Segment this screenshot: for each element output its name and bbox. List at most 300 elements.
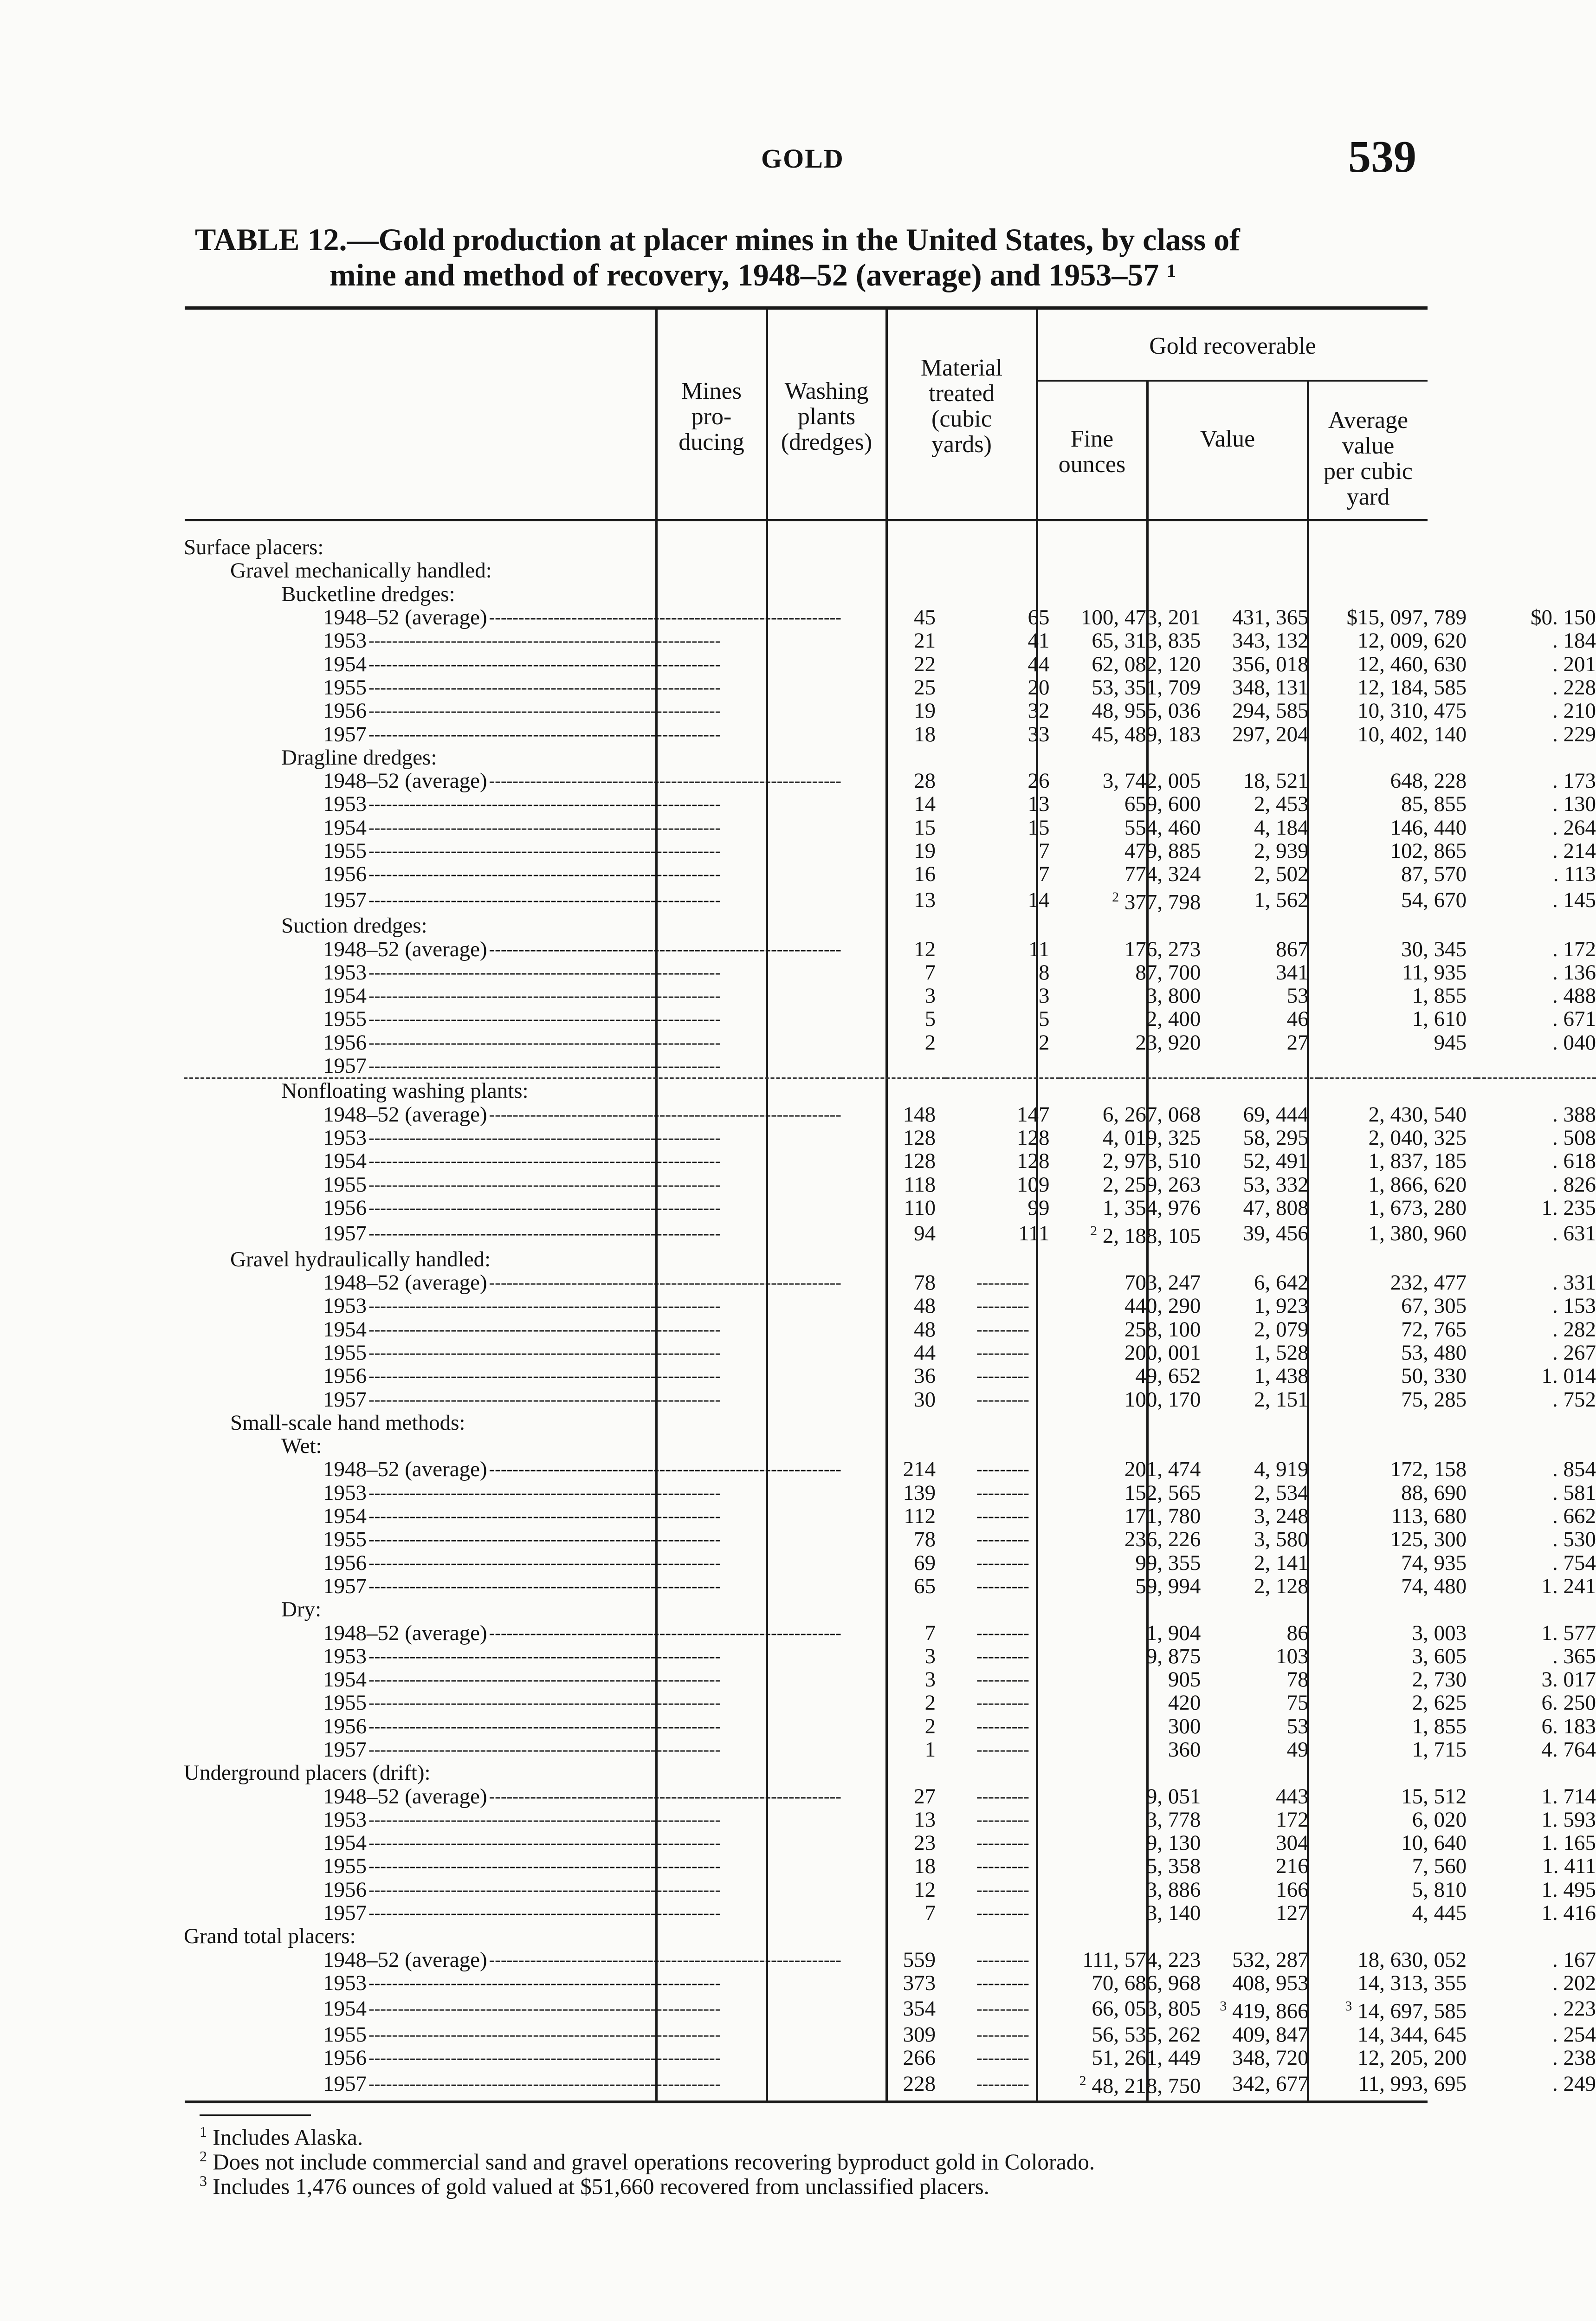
footnote-text: Includes Alaska. bbox=[213, 2124, 363, 2150]
cell-value: 1. 165 bbox=[1541, 1831, 1596, 1855]
leader-dots: ------------------------------------------------------------ bbox=[489, 608, 841, 628]
cell-value: 1, 610 bbox=[1412, 1007, 1467, 1031]
cell-mines bbox=[841, 1715, 946, 1738]
cell-mines bbox=[841, 1126, 946, 1149]
cell-value: --------- bbox=[976, 1273, 1029, 1293]
cell-material bbox=[1060, 792, 1211, 816]
cell-ounces bbox=[1211, 914, 1318, 937]
cell-value: 11, 993, 695 bbox=[1358, 2071, 1467, 2096]
cell-value: 1. 241 bbox=[1541, 1574, 1596, 1598]
cell-value: 14, 313, 355 bbox=[1357, 1971, 1467, 1995]
cell-plants bbox=[946, 1196, 1060, 1219]
row-label-text: 1953 bbox=[323, 1644, 367, 1668]
cell-value: 109 bbox=[1016, 1173, 1050, 1196]
row-label-text: 1957 bbox=[323, 1574, 367, 1598]
cell-value bbox=[1319, 1173, 1477, 1196]
cell-mines bbox=[841, 1341, 946, 1364]
cell-value bbox=[1319, 1007, 1477, 1031]
row-label bbox=[184, 1948, 841, 1971]
cell-value: 19 bbox=[914, 839, 936, 863]
cell-value: 1. 577 bbox=[1541, 1621, 1596, 1645]
cell-avg bbox=[1477, 1387, 1596, 1411]
table-row bbox=[184, 1901, 1596, 1925]
footnote-rule bbox=[200, 2114, 311, 2116]
cell-avg bbox=[1477, 1878, 1596, 1901]
leader-dots: ------------------------------------------------------------ bbox=[489, 1786, 841, 1806]
cell-value: 1. 416 bbox=[1541, 1901, 1596, 1925]
cell-value: . 267 bbox=[1552, 1341, 1596, 1365]
cell-value: . 249 bbox=[1552, 2071, 1596, 2096]
table-row bbox=[184, 1504, 1596, 1528]
row-label bbox=[184, 1031, 841, 1054]
cell-plants bbox=[946, 1126, 1060, 1149]
cell-ounces bbox=[1211, 1504, 1318, 1528]
cell-mines bbox=[841, 1434, 946, 1458]
table-row bbox=[184, 1668, 1596, 1691]
cell-material bbox=[1060, 769, 1211, 792]
table-row bbox=[184, 1784, 1596, 1808]
cell-avg bbox=[1477, 1364, 1596, 1387]
cell-plants bbox=[946, 1738, 1060, 1761]
cell-value bbox=[1319, 1341, 1477, 1364]
cell-value bbox=[1319, 914, 1477, 937]
cell-material bbox=[1060, 1901, 1211, 1925]
cell-value: 152, 565 bbox=[1124, 1481, 1201, 1504]
cell-value: 28 bbox=[914, 769, 936, 793]
footnote-3 bbox=[200, 2168, 989, 2199]
cell-value: 4, 445 bbox=[1412, 1901, 1467, 1925]
row-label-text: 1948–52 (average) bbox=[323, 937, 487, 961]
cell-plants bbox=[946, 722, 1060, 746]
cell-value: 13 bbox=[914, 1808, 936, 1832]
row-label bbox=[184, 886, 841, 914]
cell-plants bbox=[946, 1808, 1060, 1831]
table-row bbox=[184, 1173, 1596, 1196]
cell-mines bbox=[841, 1031, 946, 1054]
cell-plants bbox=[946, 1149, 1060, 1173]
row-label bbox=[184, 2023, 841, 2046]
cell-material bbox=[1060, 1668, 1211, 1691]
row-label bbox=[184, 722, 841, 746]
header-line: pro- bbox=[691, 403, 732, 430]
cell-avg bbox=[1477, 1645, 1596, 1668]
cell-value: 127 bbox=[1276, 1901, 1309, 1925]
cell-plants bbox=[946, 1219, 1060, 1248]
cell-avg bbox=[1477, 583, 1596, 606]
row-label bbox=[184, 914, 841, 937]
cell-value: . 223 bbox=[1552, 1997, 1596, 2021]
cell-value: 3 bbox=[1038, 984, 1050, 1008]
cell-value: --------- bbox=[976, 1716, 1029, 1736]
cell-mines bbox=[841, 1173, 946, 1196]
row-label bbox=[184, 1054, 841, 1078]
cell-value: --------- bbox=[976, 1342, 1029, 1362]
cell-value: 2, 534 bbox=[1254, 1481, 1309, 1504]
cell-value: 4, 019, 325 bbox=[1102, 1126, 1201, 1150]
cell-material bbox=[1060, 1808, 1211, 1831]
cell-ounces bbox=[1211, 1948, 1318, 1971]
cell-material bbox=[1060, 1458, 1211, 1481]
cell-material bbox=[1060, 606, 1211, 629]
cell-material bbox=[1060, 1645, 1211, 1668]
table-row bbox=[184, 1598, 1596, 1621]
cell-value bbox=[1319, 676, 1477, 699]
cell-mines bbox=[841, 1668, 946, 1691]
header-gold-recoverable: Gold recoverable bbox=[1149, 333, 1316, 359]
row-label-text: Nonfloating washing plants: bbox=[281, 1079, 529, 1103]
table-row bbox=[184, 1808, 1596, 1831]
cell-ounces bbox=[1211, 1196, 1318, 1219]
cell-ounces bbox=[1211, 1364, 1318, 1387]
row-label bbox=[184, 676, 841, 699]
header-average-value bbox=[1309, 408, 1428, 510]
cell-avg bbox=[1477, 914, 1596, 937]
table-row bbox=[184, 2069, 1596, 2098]
cell-avg bbox=[1477, 1481, 1596, 1504]
cell-ounces bbox=[1211, 1645, 1318, 1668]
cell-value: 1, 354, 976 bbox=[1102, 1196, 1201, 1219]
cell-mines bbox=[841, 792, 946, 816]
cell-value: 11, 935 bbox=[1402, 960, 1467, 984]
cell-material bbox=[1060, 1925, 1211, 1948]
cell-value: 200, 001 bbox=[1124, 1341, 1201, 1365]
cell-value: 128 bbox=[1016, 1149, 1050, 1173]
cell-value: 2 bbox=[1038, 1031, 1050, 1054]
cell-value bbox=[1319, 1808, 1477, 1831]
cell-material bbox=[1060, 2046, 1211, 2069]
cell-value: 78 bbox=[914, 1271, 936, 1295]
cell-value: --------- bbox=[976, 1646, 1029, 1666]
cell-avg bbox=[1477, 1901, 1596, 1925]
cell-value: 648, 228 bbox=[1390, 769, 1467, 793]
leader-dots: ------------------------------------------------------------ bbox=[368, 2024, 721, 2044]
leader-dots: ------------------------------------------------------------ bbox=[368, 1174, 721, 1194]
table-row bbox=[184, 886, 1596, 914]
cell-ounces bbox=[1211, 937, 1318, 960]
table-row bbox=[184, 1645, 1596, 1668]
cell-value: 66, 053, 805 bbox=[1092, 1997, 1201, 2021]
cell-value bbox=[1319, 536, 1477, 559]
cell-material bbox=[1060, 629, 1211, 652]
leader-dots: ------------------------------------------------------------ bbox=[368, 1032, 721, 1052]
cell-value: --------- bbox=[976, 1670, 1029, 1690]
cell-avg bbox=[1477, 1808, 1596, 1831]
row-label bbox=[184, 536, 841, 559]
cell-value: 1, 438 bbox=[1254, 1364, 1309, 1388]
cell-material bbox=[1060, 676, 1211, 699]
cell-value: 201, 474 bbox=[1124, 1458, 1201, 1481]
cell-value: 373 bbox=[903, 1971, 936, 1995]
cell-value: 5, 358 bbox=[1146, 1854, 1201, 1878]
cell-ounces bbox=[1211, 699, 1318, 722]
header-line: value bbox=[1342, 433, 1395, 459]
cell-value bbox=[1319, 1761, 1477, 1784]
table-row bbox=[184, 722, 1596, 746]
cell-avg bbox=[1477, 1715, 1596, 1738]
cell-plants bbox=[946, 792, 1060, 816]
placer-production-table bbox=[184, 536, 1596, 2098]
cell-avg bbox=[1477, 961, 1596, 984]
leader-dots: ------------------------------------------------------------ bbox=[368, 1999, 721, 2019]
cell-value: 146, 440 bbox=[1390, 816, 1467, 839]
header-line: Material bbox=[920, 355, 1003, 381]
row-label bbox=[184, 1971, 841, 1995]
cell-value: --------- bbox=[976, 1833, 1029, 1853]
cell-avg bbox=[1477, 722, 1596, 746]
cell-plants bbox=[946, 1248, 1060, 1271]
leader-dots: ------------------------------------------------------------ bbox=[368, 962, 721, 982]
cell-value: 12, 205, 200 bbox=[1357, 2046, 1467, 2070]
cell-value: 431, 365 bbox=[1232, 605, 1309, 629]
cell-material bbox=[1060, 2069, 1211, 2098]
cell-value: 14 bbox=[1027, 888, 1050, 912]
cell-mines bbox=[841, 746, 946, 769]
cell-plants bbox=[946, 1645, 1060, 1668]
row-label-text: 1948–52 (average) bbox=[323, 1948, 487, 1971]
cell-material bbox=[1060, 1196, 1211, 1219]
cell-ounces bbox=[1211, 1248, 1318, 1271]
cell-plants bbox=[946, 2046, 1060, 2069]
table-row bbox=[184, 769, 1596, 792]
caption-line-2: mine and method of recovery, 1948–52 (average) and 1953–57 ¹ bbox=[330, 257, 1176, 292]
cell-avg bbox=[1477, 1318, 1596, 1341]
leader-dots: ------------------------------------------------------------ bbox=[368, 1483, 721, 1503]
cell-value: 52, 491 bbox=[1243, 1149, 1309, 1173]
table-row bbox=[184, 1831, 1596, 1854]
cell-value: 3. 017 bbox=[1541, 1667, 1596, 1692]
cell-material bbox=[1060, 1528, 1211, 1551]
cell-material bbox=[1060, 1031, 1211, 1054]
table-caption bbox=[195, 222, 1429, 292]
row-label-text: 1955 bbox=[323, 675, 367, 700]
cell-ounces bbox=[1211, 1318, 1318, 1341]
cell-value: 27 bbox=[1286, 1031, 1309, 1054]
footnote-text: Does not include commercial sand and gravel operations recovering byproduct gold in Colorado. bbox=[213, 2149, 1095, 2175]
leader-dots: ------------------------------------------------------------ bbox=[489, 1459, 841, 1479]
cell-mines bbox=[841, 559, 946, 582]
cell-material bbox=[1060, 1575, 1211, 1598]
cell-value: 297, 204 bbox=[1232, 722, 1309, 746]
cell-value: 100, 473, 201 bbox=[1080, 605, 1201, 629]
cell-mines bbox=[841, 1901, 946, 1925]
cell-value: 48 bbox=[914, 1317, 936, 1341]
cell-value bbox=[1319, 2023, 1477, 2046]
leader-dots: ------------------------------------------------------------ bbox=[489, 1623, 841, 1643]
row-label bbox=[184, 862, 841, 886]
cell-ounces bbox=[1211, 1925, 1318, 1948]
cell-plants bbox=[946, 1173, 1060, 1196]
row-label bbox=[184, 1248, 841, 1271]
cell-value: 78 bbox=[914, 1528, 936, 1551]
cell-value: 6. 183 bbox=[1541, 1714, 1596, 1738]
cell-plants bbox=[946, 984, 1060, 1007]
cell-plants bbox=[946, 1668, 1060, 1691]
row-label bbox=[184, 1126, 841, 1149]
row-label-text: 1956 bbox=[323, 1031, 367, 1054]
cell-material bbox=[1060, 984, 1211, 1007]
table-row bbox=[184, 1551, 1596, 1574]
cell-plants bbox=[946, 1691, 1060, 1714]
table-row bbox=[184, 1621, 1596, 1644]
cell-value: 16 bbox=[914, 862, 936, 886]
cell-value bbox=[1319, 816, 1477, 839]
row-label-text: 1954 bbox=[323, 1997, 367, 2021]
table-row bbox=[184, 1031, 1596, 1054]
cell-avg bbox=[1477, 1995, 1596, 2023]
row-label bbox=[184, 1551, 841, 1574]
leader-dots: ------------------------------------------------------------ bbox=[368, 1809, 721, 1829]
cell-value: 13 bbox=[914, 888, 936, 912]
cell-ounces bbox=[1211, 1007, 1318, 1031]
table-row bbox=[184, 1219, 1596, 1248]
cell-value: --------- bbox=[976, 1530, 1029, 1549]
cell-ounces bbox=[1211, 1901, 1318, 1925]
cell-ounces bbox=[1211, 816, 1318, 839]
footnote-ref: 3 bbox=[1345, 1998, 1352, 2014]
cell-value: 58, 295 bbox=[1243, 1126, 1309, 1150]
header-line: (cubic bbox=[931, 406, 992, 432]
cell-value: 36 bbox=[914, 1364, 936, 1388]
row-label bbox=[184, 1173, 841, 1196]
leader-dots: ------------------------------------------------------------ bbox=[368, 2074, 721, 2094]
cell-ounces bbox=[1211, 1411, 1318, 1434]
cell-value: . 752 bbox=[1552, 1387, 1596, 1411]
table-row bbox=[184, 1528, 1596, 1551]
cell-value: 443 bbox=[1276, 1784, 1309, 1808]
cell-value: . 201 bbox=[1552, 652, 1596, 676]
cell-plants bbox=[946, 1271, 1060, 1294]
leader-dots: ------------------------------------------------------------ bbox=[368, 890, 721, 910]
table-row bbox=[184, 1715, 1596, 1738]
cell-ounces bbox=[1211, 1481, 1318, 1504]
cell-material bbox=[1060, 1248, 1211, 1271]
cell-value: . 581 bbox=[1552, 1481, 1596, 1504]
cell-value: 25 bbox=[914, 675, 936, 700]
cell-value: 15, 512 bbox=[1401, 1784, 1467, 1808]
cell-plants bbox=[946, 1364, 1060, 1387]
row-label bbox=[184, 1901, 841, 1925]
table-row bbox=[184, 1007, 1596, 1031]
cell-ounces bbox=[1211, 1575, 1318, 1598]
cell-value: --------- bbox=[976, 2074, 1029, 2094]
cell-value bbox=[1319, 606, 1477, 629]
header-line: Average bbox=[1328, 407, 1409, 434]
cell-value bbox=[1319, 1854, 1477, 1878]
cell-value: . 167 bbox=[1552, 1948, 1596, 1971]
leader-dots: ------------------------------------------------------------ bbox=[489, 1104, 841, 1124]
cell-avg bbox=[1477, 1294, 1596, 1317]
cell-value: 14 bbox=[914, 792, 936, 816]
cell-mines bbox=[841, 1387, 946, 1411]
cell-value: 10, 310, 475 bbox=[1357, 699, 1467, 723]
cell-plants bbox=[946, 1504, 1060, 1528]
cell-material bbox=[1060, 839, 1211, 862]
cell-value: 46 bbox=[1286, 1007, 1309, 1031]
cell-value: . 826 bbox=[1552, 1173, 1596, 1196]
cell-mines bbox=[841, 606, 946, 629]
cell-value bbox=[1319, 1551, 1477, 1574]
header-mines bbox=[657, 378, 766, 455]
cell-value: 2, 151 bbox=[1254, 1387, 1309, 1411]
cell-value: 172, 158 bbox=[1390, 1458, 1467, 1481]
row-label bbox=[184, 1341, 841, 1364]
leader-dots: ------------------------------------------------------------ bbox=[368, 841, 721, 861]
row-label bbox=[184, 1434, 841, 1458]
leader-dots: ------------------------------------------------------------ bbox=[368, 1576, 721, 1596]
cell-value: 214 bbox=[903, 1458, 936, 1481]
cell-value: 3 bbox=[924, 1644, 936, 1668]
cell-avg bbox=[1477, 1504, 1596, 1528]
cell-value: --------- bbox=[976, 1950, 1029, 1970]
table-row bbox=[184, 1054, 1596, 1078]
cell-material bbox=[1060, 1738, 1211, 1761]
cell-plants bbox=[946, 914, 1060, 937]
cell-value bbox=[1319, 1948, 1477, 1971]
cell-value: 3, 248 bbox=[1254, 1504, 1309, 1528]
cell-material bbox=[1060, 1271, 1211, 1294]
cell-ounces bbox=[1211, 583, 1318, 606]
cell-avg bbox=[1477, 1948, 1596, 1971]
row-label-text: 1956 bbox=[323, 1714, 367, 1738]
cell-value: 559 bbox=[903, 1948, 936, 1971]
cell-value: 94 bbox=[914, 1221, 936, 1246]
cell-value: . 214 bbox=[1552, 839, 1596, 863]
cell-value: 18 bbox=[914, 722, 936, 746]
footnote-ref: 3 bbox=[1220, 1998, 1227, 2014]
cell-avg bbox=[1477, 1102, 1596, 1126]
leader-dots: ------------------------------------------------------------ bbox=[368, 1151, 721, 1171]
cell-mines bbox=[841, 1054, 946, 1078]
cell-mines bbox=[841, 1149, 946, 1173]
cell-ounces bbox=[1211, 1102, 1318, 1126]
table-row bbox=[184, 1971, 1596, 1995]
cell-avg bbox=[1477, 652, 1596, 675]
cell-material bbox=[1060, 937, 1211, 960]
cell-value: 53 bbox=[1286, 984, 1309, 1008]
cell-value: 4, 184 bbox=[1254, 816, 1309, 839]
cell-value bbox=[1319, 2046, 1477, 2069]
cell-value bbox=[1319, 1925, 1477, 1948]
cell-plants bbox=[946, 1078, 1060, 1102]
cell-material bbox=[1060, 1971, 1211, 1995]
cell-value: 30 bbox=[914, 1387, 936, 1411]
cell-value: 348, 131 bbox=[1232, 675, 1309, 700]
cell-value: 341 bbox=[1276, 960, 1309, 984]
row-label-text: Bucketline dredges: bbox=[281, 582, 455, 606]
cell-value bbox=[1319, 1598, 1477, 1621]
row-label bbox=[184, 984, 841, 1007]
cell-avg bbox=[1477, 1598, 1596, 1621]
cell-value: 172 bbox=[1276, 1808, 1309, 1832]
cell-value: 14, 697, 585 bbox=[1357, 1999, 1467, 2023]
cell-value: . 136 bbox=[1552, 960, 1596, 984]
cell-value: 2, 079 bbox=[1254, 1317, 1309, 1341]
cell-value: 85, 855 bbox=[1401, 792, 1467, 816]
table-row bbox=[184, 792, 1596, 816]
cell-plants bbox=[946, 652, 1060, 675]
cell-plants bbox=[946, 746, 1060, 769]
cell-value: 13 bbox=[1027, 792, 1050, 816]
cell-mines bbox=[841, 1458, 946, 1481]
cell-material bbox=[1060, 559, 1211, 582]
cell-value: 1. 593 bbox=[1541, 1808, 1596, 1832]
leader-dots: ------------------------------------------------------------ bbox=[368, 1296, 721, 1316]
row-label-text: 1953 bbox=[323, 1808, 367, 1832]
leader-dots: ------------------------------------------------------------ bbox=[489, 939, 841, 959]
cell-value: 70, 686, 968 bbox=[1092, 1971, 1201, 1995]
cell-plants bbox=[946, 536, 1060, 559]
cell-avg bbox=[1477, 1434, 1596, 1458]
